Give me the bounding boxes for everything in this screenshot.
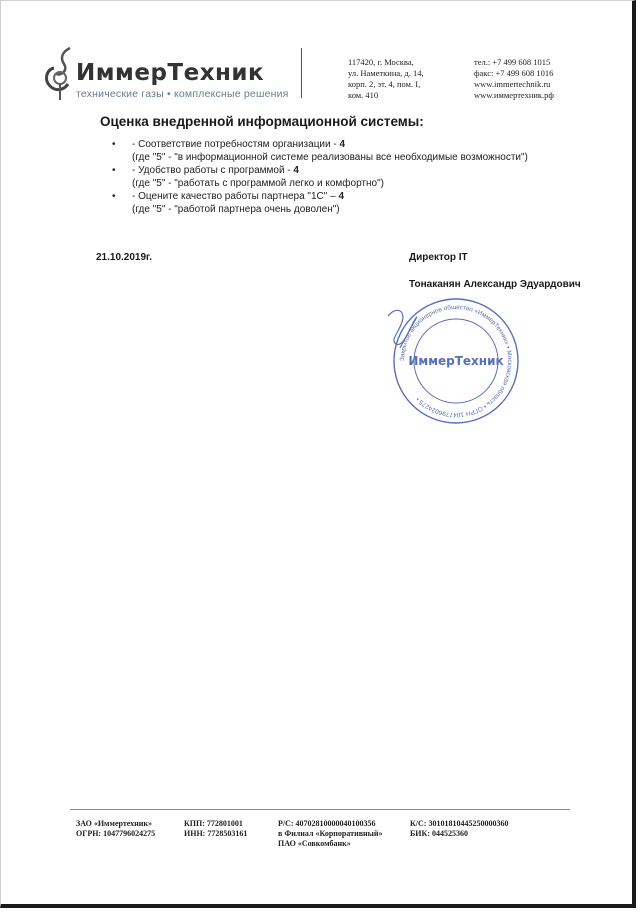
footer-divider <box>70 809 570 810</box>
address-line: корп. 2, эт. 4, пом. I, <box>348 79 421 89</box>
footer-bank-details: К/С: 30101810445250000360 БИК: 044525360 <box>410 819 509 838</box>
document-date: 21.10.2019г. <box>96 252 152 263</box>
company-tagline: технические газы • комплексные решения <box>76 88 289 100</box>
fax-line: факс: +7 499 608 1016 <box>474 68 554 78</box>
bullet: • <box>112 165 116 176</box>
stamp-company-name: ИммерТехник <box>408 354 504 368</box>
bullet: • <box>112 191 116 202</box>
stamp-ring-text: Закрытое акционерное общество «ИммерТехник» • Московская область • ОГРН 1047796024275 • <box>398 303 514 419</box>
item-criterion: - Удобство работы с программой - 4 <box>132 165 299 176</box>
item-criterion: - Соответствие потребностям организации - 4 <box>132 139 346 150</box>
document-title: Оценка внедренной информационной системы: <box>100 114 424 129</box>
item-note: (где "5" - "в информационной системе реализованы все необходимые возможности") <box>132 151 528 163</box>
address-line: ком. 410 <box>348 90 379 100</box>
list-item <box>112 139 528 164</box>
item-score: 4 <box>293 165 299 176</box>
website-line: www.иммертехник.рф <box>474 90 554 100</box>
signer-position: Директор IT <box>409 252 468 263</box>
company-contacts <box>474 57 554 101</box>
evaluation-list <box>112 139 528 217</box>
bullet: • <box>112 139 116 150</box>
item-score: 4 <box>339 139 346 150</box>
company-stamp <box>376 296 536 426</box>
company-logo <box>42 44 292 104</box>
signer-name: Тонаканян Александр Эдуардович <box>409 279 581 290</box>
list-item <box>112 165 528 190</box>
item-criterion: - Оцените качество работы партнера "1С" – 4 <box>132 191 344 202</box>
company-address <box>348 57 424 101</box>
phone-line: тел.: +7 499 608 1015 <box>474 57 551 67</box>
address-line: 117420, г. Москва, <box>348 57 414 67</box>
address-line: ул. Наметкина, д. 14, <box>348 68 424 78</box>
header-divider <box>301 48 302 98</box>
item-note: (где "5" - "работать с программой легко и комфортно") <box>132 177 384 189</box>
list-item <box>112 191 528 216</box>
item-note: (где "5" - "работой партнера очень доволен") <box>132 203 340 215</box>
footer-tax-ids: КПП: 772801001 ИНН: 7728503161 <box>184 819 248 838</box>
logo-emblem-icon <box>42 44 76 104</box>
footer-company: ЗАО «Иммертехник» ОГРН: 1047796024275 <box>76 819 156 838</box>
item-score: 4 <box>338 191 344 202</box>
company-name: ИммерТехник <box>76 60 265 86</box>
website-line: www.immertechnik.ru <box>474 79 551 89</box>
footer-bank-account: Р/С: 40702810000040100356 в Филиал «Корпоративный» ПАО «Совкомбанк» <box>278 819 383 848</box>
